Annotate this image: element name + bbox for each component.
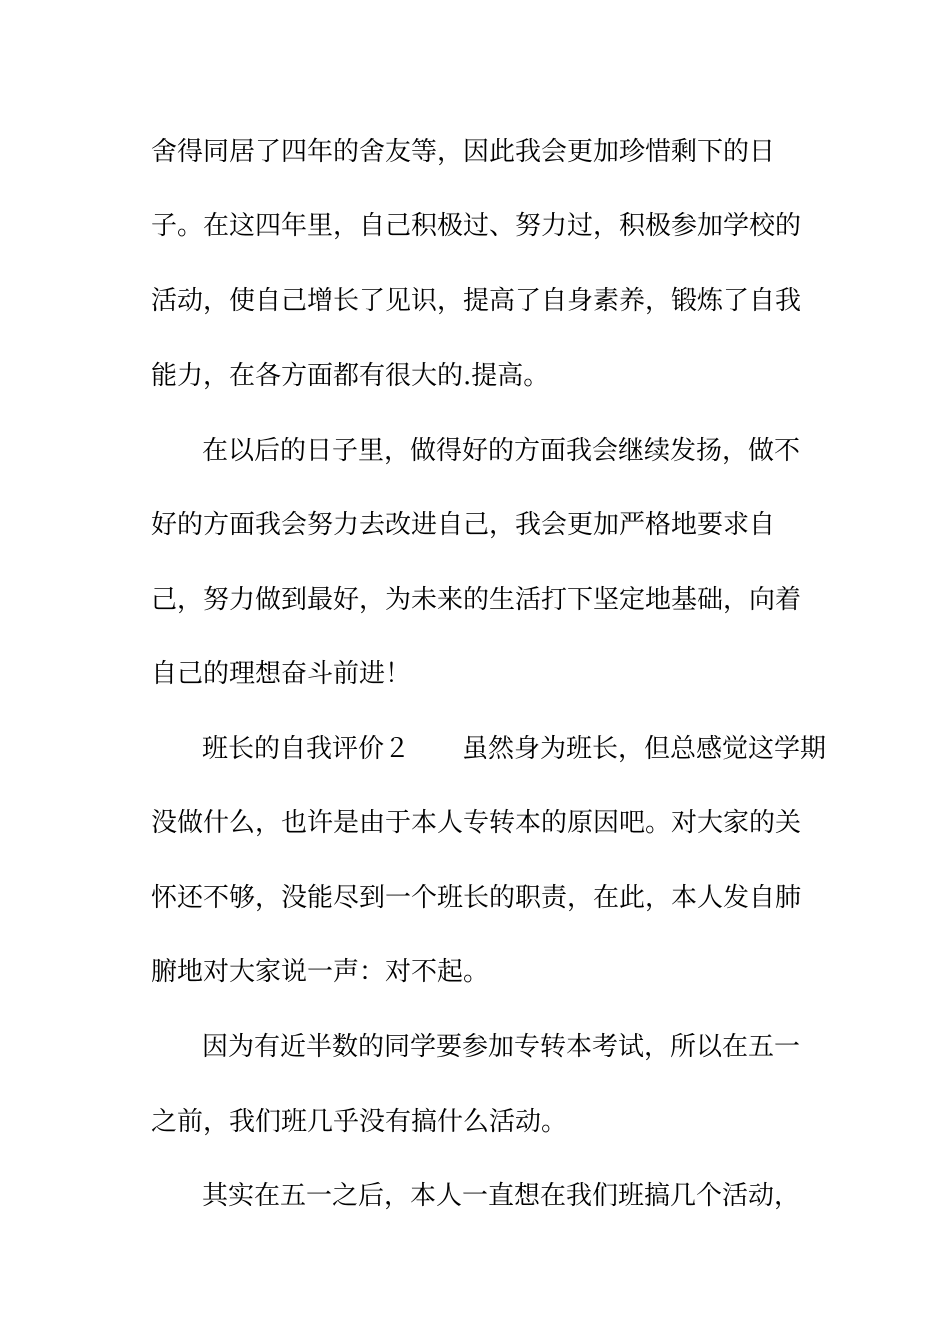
text-line: 己，努力做到最好，为未来的生活打下坚定地基础，向着 <box>151 585 802 615</box>
paragraph-start-line: 在以后的日子里，做得好的方面我会继续发扬，做不 <box>202 436 801 466</box>
text-line: 活动，使自己增长了见识，提高了自身素养，锻炼了自我 <box>151 286 802 316</box>
text-line: 之前，我们班几乎没有搞什么活动。 <box>151 1107 568 1137</box>
paragraph-start-line: 因为有近半数的同学要参加专转本考试，所以在五一 <box>202 1032 801 1062</box>
text-line: 子。在这四年里，自己积极过、努力过，积极参加学校的 <box>151 211 802 241</box>
paragraph-start-line: 其实在五一之后，本人一直想在我们班搞几个活动， <box>202 1181 801 1211</box>
text-line: 好的方面我会努力去改进自己，我会更加严格地要求自 <box>151 510 776 540</box>
text-line: 舍得同居了四年的舍友等，因此我会更加珍惜剩下的日 <box>151 137 776 167</box>
text-line: 腑地对大家说一声：对不起。 <box>151 957 490 987</box>
section-heading-line: 班长的自我评价２ 虽然身为班长，但总感觉这学期 <box>202 734 827 764</box>
text-line: 怀还不够，没能尽到一个班长的职责，在此，本人发自肺 <box>151 883 802 913</box>
text-line: 自己的理想奋斗前进！ <box>151 659 412 689</box>
text-line: 没做什么，也许是由于本人专转本的原因吧。对大家的关 <box>151 808 802 838</box>
text-line: 能力，在各方面都有很大的.提高。 <box>151 361 550 391</box>
